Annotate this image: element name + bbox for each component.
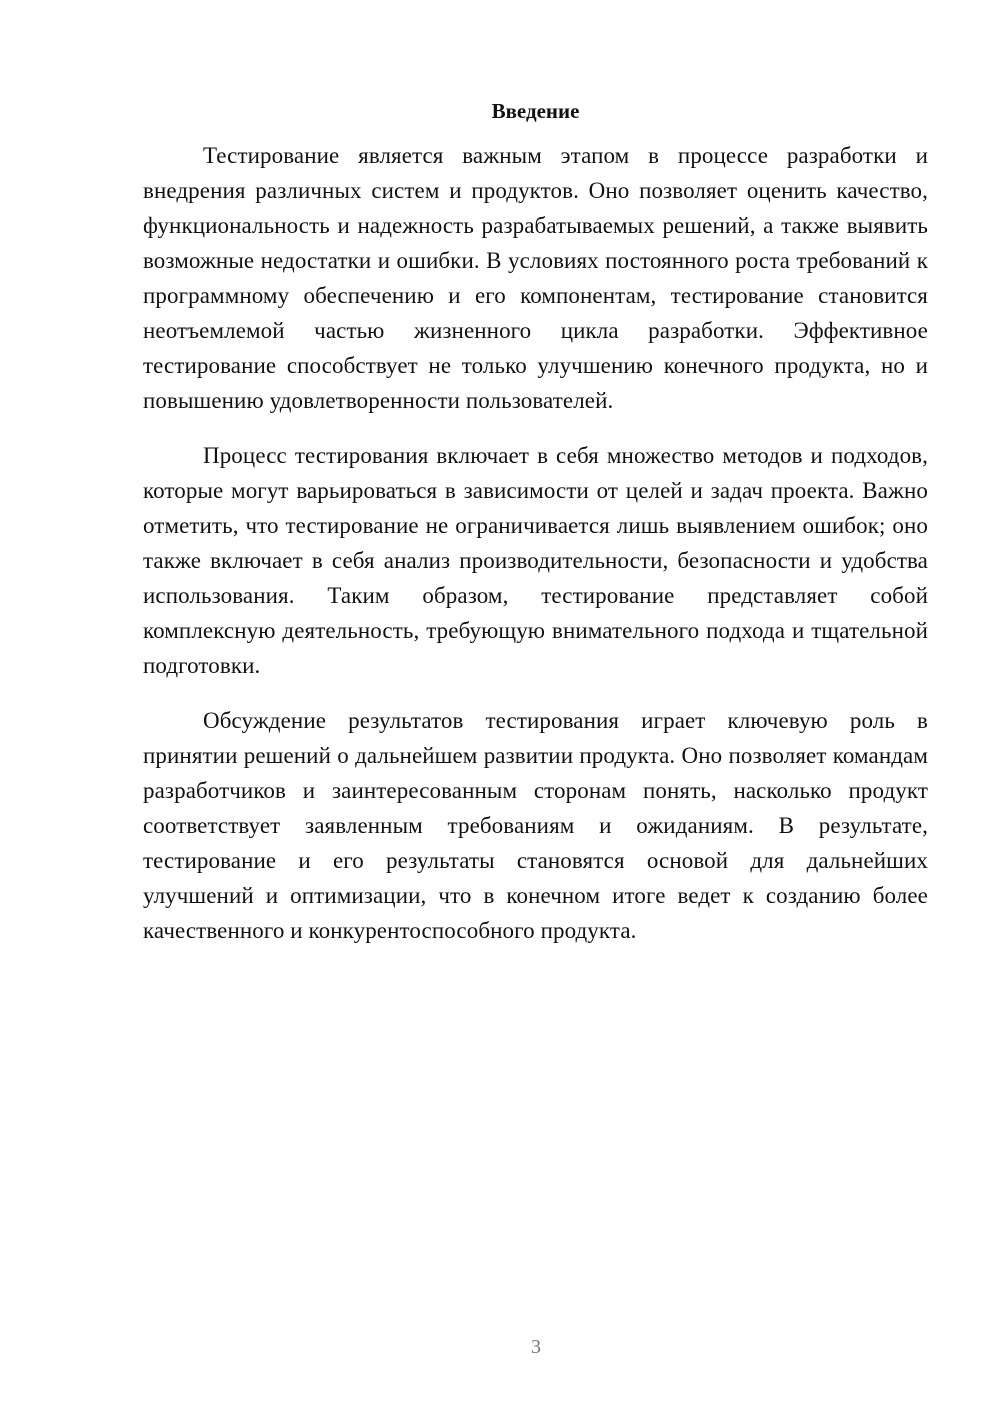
section-title: Введение: [491, 99, 580, 123]
page-number: 3: [531, 1336, 541, 1358]
paragraph-3: Обсуждение результатов тестирования играет ключевую роль в принятии решений о дальнейшем развитии продукта. Оно позволяет командам разработчиков и заинтересованным сторонам понять, насколько продукт соответствует заявленным требованиям и ожиданиям. В результате, тестирование и его результаты становятся основой для дальнейших улучшений и оптимизации, что в конечном итоге ведет к созданию более качественного и конкурентоспособного продукта.: [143, 708, 928, 943]
paragraph-2: Процесс тестирования включает в себя множество методов и подходов, которые могут варьироваться в зависимости от целей и задач проекта. Важно отметить, что тестирование не ограничивается лишь выявлением ошибок; оно также включает в себя анализ производительности, безопасности и удобства использования. Таким образом, тестирование представляет собой комплексную деятельность, требующую внимательного подхода и тщательной подготовки.: [143, 443, 928, 678]
paragraph-1: Тестирование является важным этапом в процессе разработки и внедрения различных систем и продуктов. Оно позволяет оценить качество, функциональность и надежность разрабатываемых решений, а также выявить возможные недостатки и ошибки. В условиях постоянного роста требований к программному обеспечению и его компонентам, тестирование становится неотъемлемой частью жизненного цикла разработки. Эффективное тестирование способствует не только улучшению конечного продукта, но и повышению удовлетворенности пользователей.: [143, 143, 928, 413]
page-content: [143, 96, 928, 968]
